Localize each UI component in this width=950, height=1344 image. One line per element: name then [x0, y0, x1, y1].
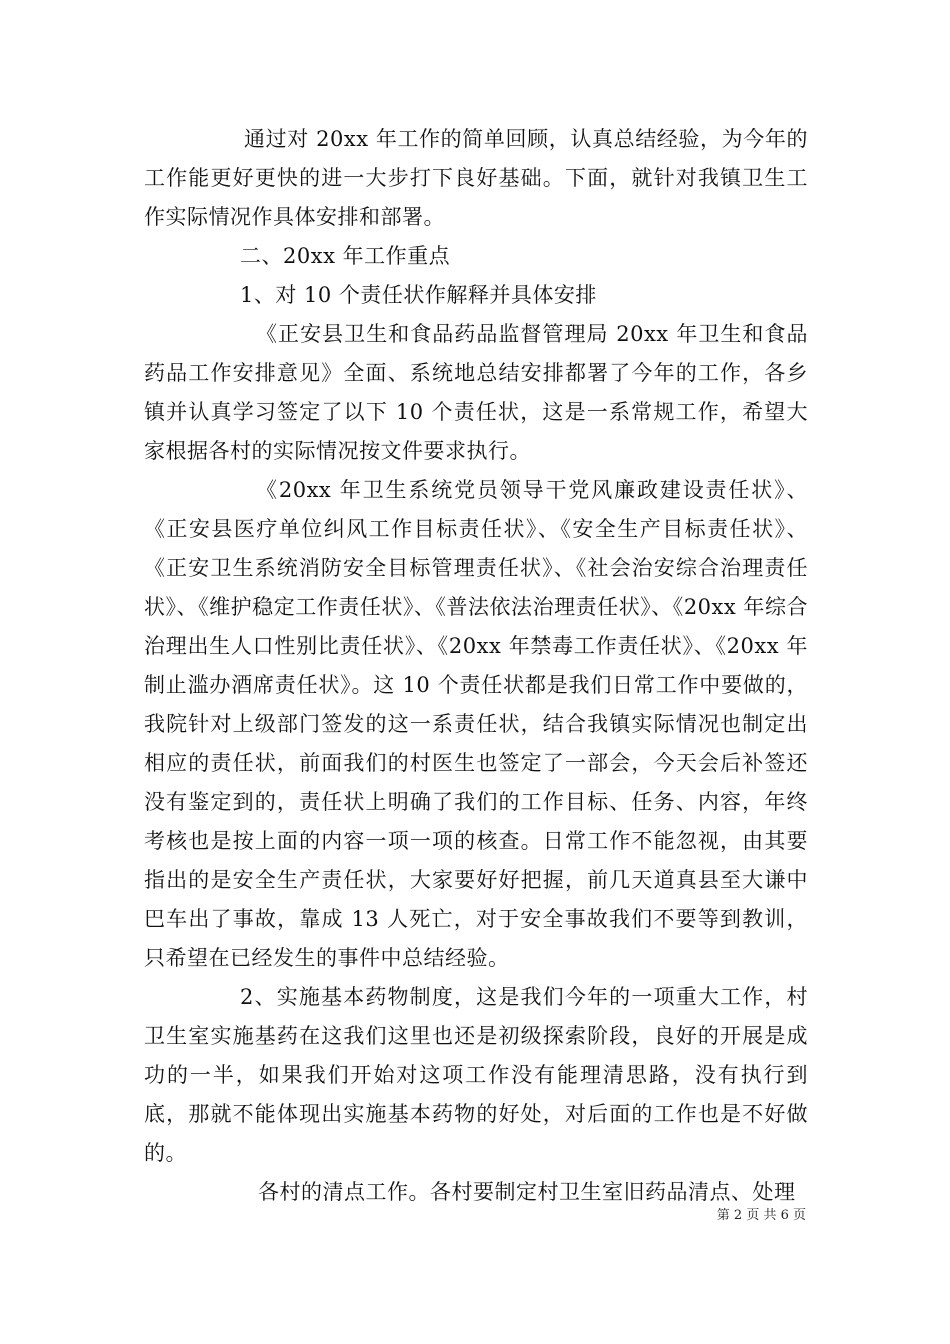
paragraph-inventory: 各村的清点工作。各村要制定村卫生室旧药品清点、处理: [258, 1180, 796, 1204]
page-number: 第 2 页 共 6 页: [716, 1208, 806, 1223]
heading-item-1: 1、对 10 个责任状作解释并具体安排: [240, 283, 597, 307]
paragraph-item-2: 2、实施基本药物制度，这是我们今年的一项重大工作，村卫生室实施基药在这我们这里也还是初级探索阶段，良好的开展是成功的一半，如果我们开始对这项工作没有能理清思路，没有执行到底，那就不能体现出实施基本药物的好处，对后面的工作也是不好做的。: [144, 985, 808, 1165]
paragraph-responsibility-list: 《20xx 年卫生系统党员领导干党风廉政建设责任状》、《正安县医疗单位纠风工作目标责任状》、《安全生产目标责任状》、《正安卫生系统消防安全目标管理责任状》、《社会治安综合治理责任状》、《维护稳定工作责任状》、《普法依法治理责任状》、《20xx 年综合治理出生人口性别比责任状》、《20xx 年禁毒工作责任状》、《20xx 年制止滥办酒席责任状》。这 10 个责任状都是我们日常工作中要做的，我院针对上级部门签发的这一系责任状，结合我镇实际情况也制定出相应的责任状，前面我们的村医生也签定了一部会，今天会后补签还没有鉴定到的，责任状上明确了我们的工作目标、任务、内容，年终考核也是按上面的内容一项一项的核查。日常工作不能忽视，由其要指出的是安全生产责任状，大家要好好把握，前几天道真县至大谦中巴车出了事故，靠成 13 人死亡，对于安全事故我们不要等到教训，只希望在已经发生的事件中总结经验。: [144, 478, 808, 970]
paragraph-arrangement: 《正安县卫生和食品药品监督管理局 20xx 年卫生和食品药品工作安排意见》全面、系统地总结安排都署了今年的工作，各乡镇并认真学习签定了以下 10 个责任状，这是一系常规工作，希望大家根据各村的实际情况按文件要求执行。: [144, 322, 808, 463]
document-body: [144, 120, 808, 1212]
paragraph-summary: 通过对 20xx 年工作的简单回顾，认真总结经验，为今年的工作能更好更快的进一大步打下良好基础。下面，就针对我镇卫生工作实际情况作具体安排和部署。: [144, 127, 808, 229]
heading-section-2: 二、20xx 年工作重点: [240, 244, 451, 268]
